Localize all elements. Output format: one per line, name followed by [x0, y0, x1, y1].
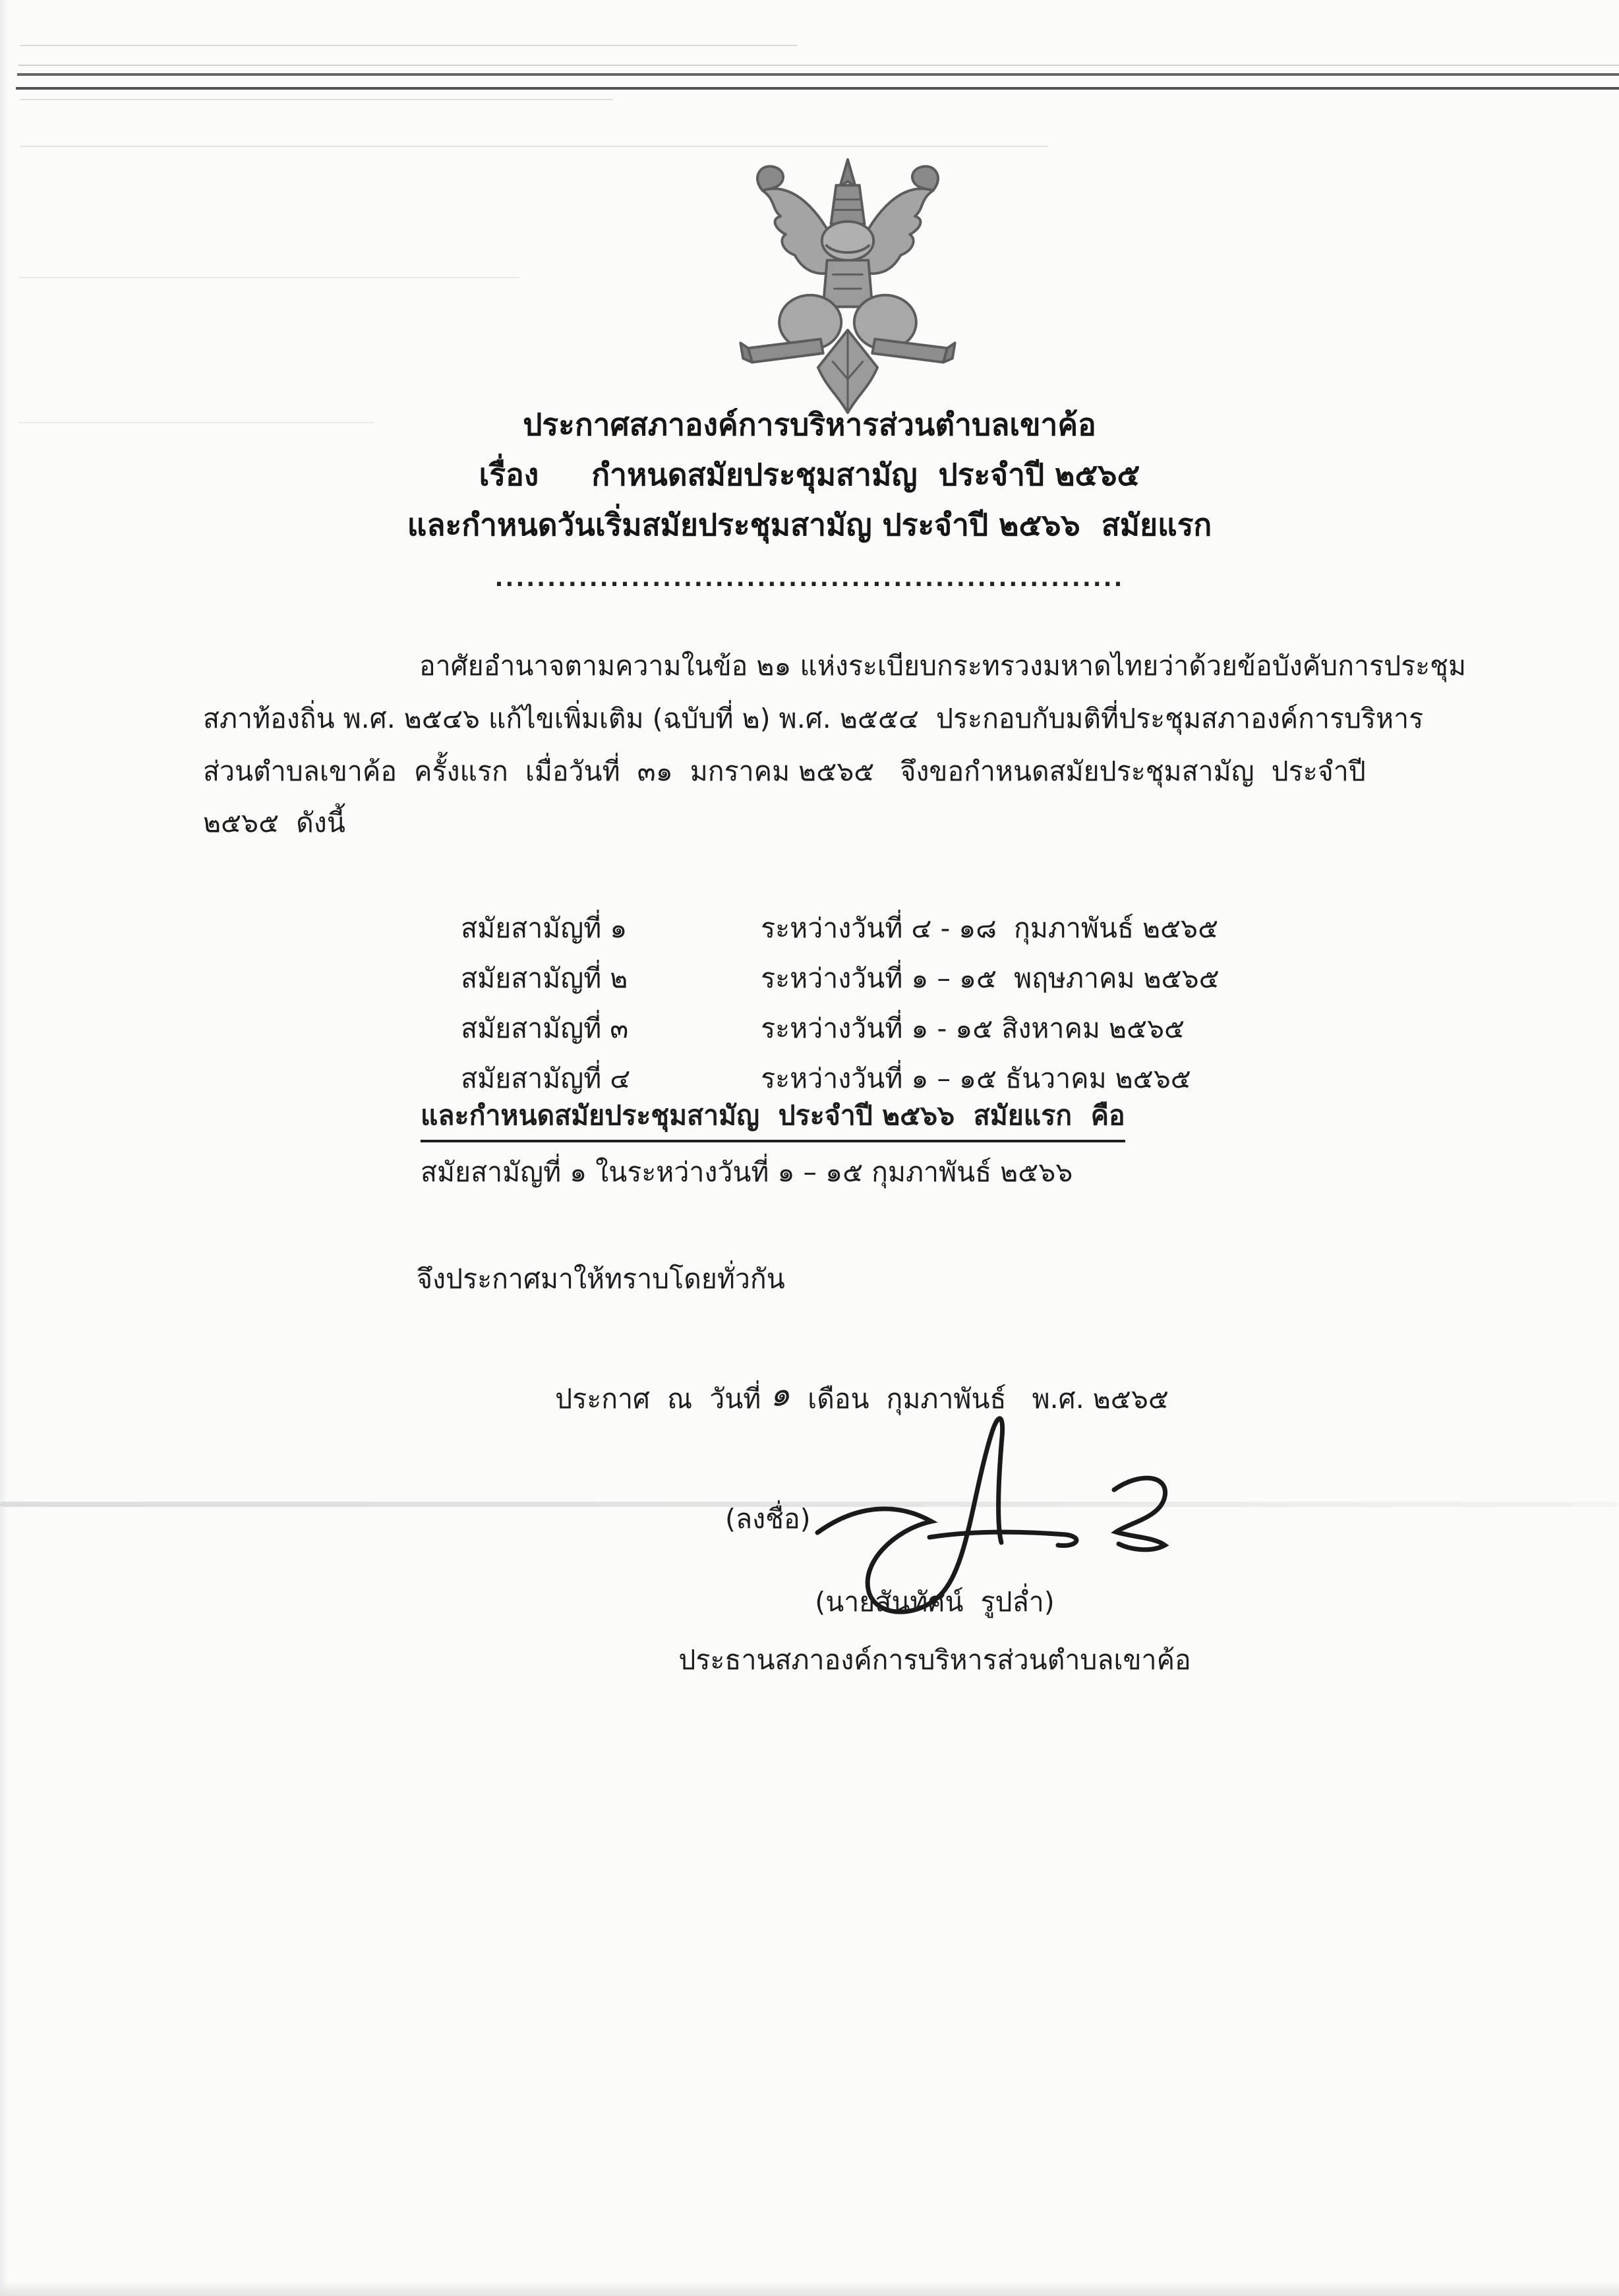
garuda-emblem-icon	[737, 157, 958, 415]
scan-artifact-line	[18, 65, 1619, 66]
sign-label: (ลงชื่อ)	[725, 1503, 811, 1535]
document-subject-line: เรื่อง กำหนดสมัยประชุมสามัญ ประจำปี ๒๕๖๕	[479, 457, 1140, 492]
date-prefix: ประกาศ ณ วันที่	[555, 1383, 770, 1415]
scan-bottom-shadow	[0, 2281, 1619, 2296]
session-name: สมัยสามัญที่ ๑	[461, 912, 628, 944]
scan-artifact-line	[18, 277, 519, 278]
dotted-separator: ............................................................	[494, 566, 1125, 592]
next-year-session-line: สมัยสามัญที่ ๑ ในระหว่างวันที่ ๑ – ๑๕ กุมภาพันธ์ ๒๕๖๖	[421, 1156, 1073, 1188]
session-period: ระหว่างวันที่ ๔ - ๑๘ กุมภาพันธ์ ๒๕๖๕	[761, 912, 1219, 944]
document-title-line3: และกำหนดวันเริ่มสมัยประชุมสามัญ ประจำปี ๒๕๖๖ สมัยแรก	[407, 507, 1212, 543]
paragraph-line: ส่วนตำบลเขาค้อ ครั้งแรก เมื่อวันที่ ๓๑ มกราคม ๒๕๖๕ จึงขอกำหนดสมัยประชุมสามัญ ประจำปี	[203, 755, 1366, 787]
scan-left-edge	[0, 0, 8, 2296]
scan-artifact-line	[20, 146, 1048, 147]
handwritten-day-number: ๑	[765, 1373, 794, 1415]
signer-title: ประธานสภาองค์การบริหารส่วนตำบลเขาค้อ	[678, 1644, 1191, 1676]
scan-artifact-line	[16, 87, 1619, 90]
session-name: สมัยสามัญที่ ๓	[461, 1013, 629, 1044]
signer-name: (นายสันทัศน์ รูปล่ำ)	[815, 1586, 1055, 1618]
scan-artifact-line	[20, 99, 613, 100]
closing-line: จึงประกาศมาให้ทราบโดยทั่วกัน	[417, 1263, 785, 1295]
session-period: ระหว่างวันที่ ๑ – ๑๕ พฤษภาคม ๒๕๖๕	[761, 962, 1220, 994]
next-year-heading: และกำหนดสมัยประชุมสามัญ ประจำปี ๒๕๖๖ สมัยแรก คือ	[421, 1094, 1125, 1142]
paragraph-line: สภาท้องถิ่น พ.ศ. ๒๕๔๖ แก้ไขเพิ่มเติม (ฉบับที่ ๒) พ.ศ. ๒๕๕๔ ประกอบกับมติที่ประชุมสภาองค์การบริหาร	[203, 703, 1424, 734]
paragraph-line: ๒๕๖๕ ดังนี้	[203, 807, 345, 839]
session-period: ระหว่างวันที่ ๑ - ๑๕ สิงหาคม ๒๕๖๕	[761, 1013, 1185, 1044]
scan-artifact-line	[17, 73, 1619, 76]
session-period: ระหว่างวันที่ ๑ – ๑๕ ธันวาคม ๒๕๖๕	[761, 1063, 1191, 1094]
scan-artifact-line	[20, 45, 798, 46]
session-name: สมัยสามัญที่ ๔	[461, 1063, 631, 1094]
paragraph-line: อาศัยอำนาจตามความในข้อ ๒๑ แห่งระเบียบกระทรวงมหาดไทยว่าด้วยข้อบังคับการประชุม	[419, 650, 1466, 682]
date-suffix: เดือน กุมภาพันธ์ พ.ศ. ๒๕๖๕	[790, 1383, 1169, 1415]
session-name: สมัยสามัญที่ ๒	[461, 962, 628, 994]
document-title-line1: ประกาศสภาองค์การบริหารส่วนตำบลเขาค้อ	[523, 407, 1096, 442]
